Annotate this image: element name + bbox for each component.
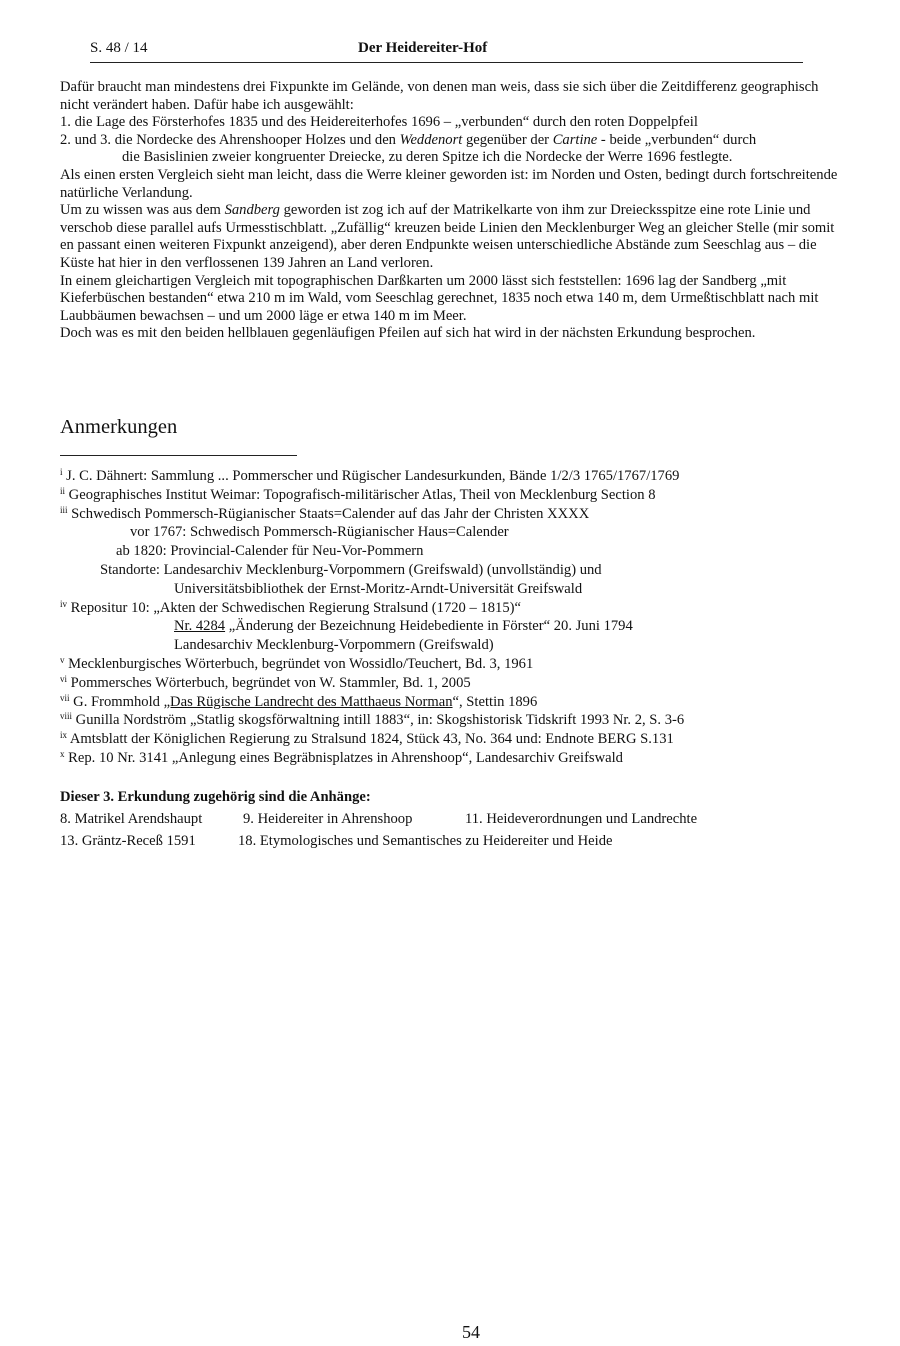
list-item-2: 2. und 3. die Nordecke des Ahrenshooper Holzes und den Weddenort gegenüber der Cartine - beide „verbunden“ durch bbox=[60, 131, 757, 148]
landrecht-link[interactable]: „Das Rügische Landrecht des Matthaeus Norman bbox=[163, 693, 453, 710]
endnote-4-line-a: Nr. 4284 „Änderung der Bezeichnung Heidebediente in Förster“ 20. Juni 1794 bbox=[174, 618, 633, 635]
paragraph-intro: Dafür braucht man mindestens drei Fixpunkte im Gelände, von denen man weis, dass sie sich über die Zeitdifferenz geographisch nicht verändert haben. Dafür habe ich ausgewählt: bbox=[60, 79, 819, 113]
term-weddenort: Weddenort bbox=[399, 131, 463, 148]
endnote-3-line-a: vor 1767: Schwedisch Pommersch-Rügianischer Haus=Calender bbox=[130, 524, 509, 541]
term-sandberg: Sandberg bbox=[224, 202, 280, 219]
page-reference: S. 48 / 14 bbox=[90, 40, 148, 56]
endnote-1: $^i$ J. C. Dähnert: Sammlung ... Pommerscher und Rügischer Landesurkunden, Bände 1/2/3 1765/1767/1769 bbox=[60, 467, 680, 484]
endnote-7: $^{vii}$ G. Frommhold „Das Rügische Landrecht des Matthaeus Norman“, Stettin 1896 bbox=[60, 692, 538, 710]
running-header bbox=[90, 40, 803, 63]
endnote-3: $^{iii}$ Schwedisch Pommersch-Rügianischer Staats=Calender auf das Jahr der Christen XXXX bbox=[60, 504, 590, 522]
archive-link-4284[interactable]: Nr. 4284 bbox=[174, 618, 226, 635]
paragraph-sandberg: Um zu wissen was aus dem Sandberg geworden ist zog ich auf der Matrikelkarte von ihm zur Dreiecksspitze eine rote Linie und verschob diese parallel aufs Urmesstischblatt. „Zufällig“ kreuzen beide Linien den Mecklenburger Weg an gleicher Stelle (mir somit en passant einen weiteren Fixpunkt anzeigend), aber deren Endpunkte weisen unterschiedliche Abstände zum Seeschlag aus – die Küste hat hier in den verflossenen 139 Jahren an Land verloren. bbox=[60, 202, 835, 271]
appendix-list bbox=[60, 786, 850, 852]
paragraph-darss: In einem gleichartigen Vergleich mit topographischen Darßkarten um 2000 lässt sich feststellen: 1696 lag der Sandberg „mit Kieferbüschen bestanden“ etwa 210 m im Wald, vom Seeschlag gerechnet, 1835 noch etwa 140 m, dem Urmeßtischblatt nach mit Laubbäumen bewachsen – und um 2000 läge er etwa 140 m im Meer. bbox=[60, 272, 819, 324]
appendix-item-11: 11. Heideverordnungen und Landrechte bbox=[465, 811, 698, 827]
appendix-item-9: 9. Heidereiter in Ahrenshoop bbox=[243, 811, 413, 827]
endnote-4: $^{iv}$ Repositur 10: „Akten der Schwedischen Regierung Stralsund (1720 – 1815)“ bbox=[60, 598, 521, 616]
list-item-1: 1. die Lage des Försterhofes 1835 und des Heidereiterhofes 1696 – „verbunden“ durch den roten Doppelpfeil bbox=[60, 114, 698, 131]
notes-divider bbox=[60, 455, 297, 456]
appendix-row-2 bbox=[60, 830, 850, 852]
chapter-title: Der Heidereiter-Hof bbox=[358, 40, 488, 56]
appendix-heading: Dieser 3. Erkundung zugehörig sind die Anhänge: bbox=[60, 789, 371, 805]
endnote-8: $^{viii}$ Gunilla Nordström „Statlig skogsförwaltning intill 1883“, in: Skogshistorisk Tidskrift 1993 Nr. 2, S. 3-6 bbox=[60, 711, 685, 729]
term-cartine: Cartine bbox=[552, 131, 598, 148]
endnote-9: $^{ix}$ Amtsblatt der Königlichen Regierung zu Stralsund 1824, Stück 43, No. 364 und: Endnote BERG S.131 bbox=[60, 730, 674, 748]
endnote-4-line-b: Landesarchiv Mecklenburg-Vorpommern (Greifswald) bbox=[174, 637, 494, 654]
appendix-item-13: 13. Gräntz-Receß 1591 bbox=[60, 833, 196, 849]
endnote-3-line-d: Universitätsbibliothek der Ernst-Moritz-Arndt-Universität Greifswald bbox=[174, 580, 583, 597]
appendix-row-1 bbox=[60, 808, 850, 830]
endnote-6: $^{vi}$ Pommersches Wörterbuch, begründet von W. Stammler, Bd. 1, 2005 bbox=[60, 673, 471, 691]
notes-heading: Anmerkungen bbox=[60, 416, 178, 438]
page-number: 54 bbox=[462, 1322, 480, 1342]
paragraph-comparison: Als einen ersten Vergleich sieht man leicht, dass die Werre kleiner geworden ist: im Norden und Osten, bedingt durch fortschreitende natürliche Verlandung. bbox=[60, 166, 838, 201]
list-item-2-continuation: die Basislinien zweier kongruenter Dreiecke, zu deren Spitze ich die Nordecke der Werre 1696 festlegte. bbox=[122, 149, 733, 166]
paragraph-outlook: Doch was es mit den beiden hellblauen gegenläufigen Pfeilen auf sich hat wird in der nächsten Erkundung besprochen. bbox=[60, 325, 756, 342]
endnote-3-line-b: ab 1820: Provincial-Calender für Neu-Vor-Pommern bbox=[116, 543, 424, 560]
endnote-5: $^v$ Mecklenburgisches Wörterbuch, begründet von Wossidlo/Teuchert, Bd. 3, 1961 bbox=[60, 654, 534, 672]
appendix-item-18: 18. Etymologisches und Semantisches zu Heidereiter und Heide bbox=[238, 833, 613, 849]
endnote-10: $^x$ Rep. 10 Nr. 3141 „Anlegung eines Begräbnisplatzes in Ahrenshoop“, Landesarchiv Greifswald bbox=[60, 748, 623, 766]
endnote-3-line-c: Standorte: Landesarchiv Mecklenburg-Vorpommern (Greifswald) (unvollständig) und bbox=[100, 561, 602, 578]
appendix-item-8: 8. Matrikel Arendshaupt bbox=[60, 811, 203, 827]
endnote-2: $^{ii}$ Geographisches Institut Weimar: Topografisch-militärischer Atlas, Theil von Mecklenburg Section 8 bbox=[60, 485, 656, 503]
endnotes bbox=[60, 467, 850, 768]
main-text bbox=[60, 79, 850, 343]
